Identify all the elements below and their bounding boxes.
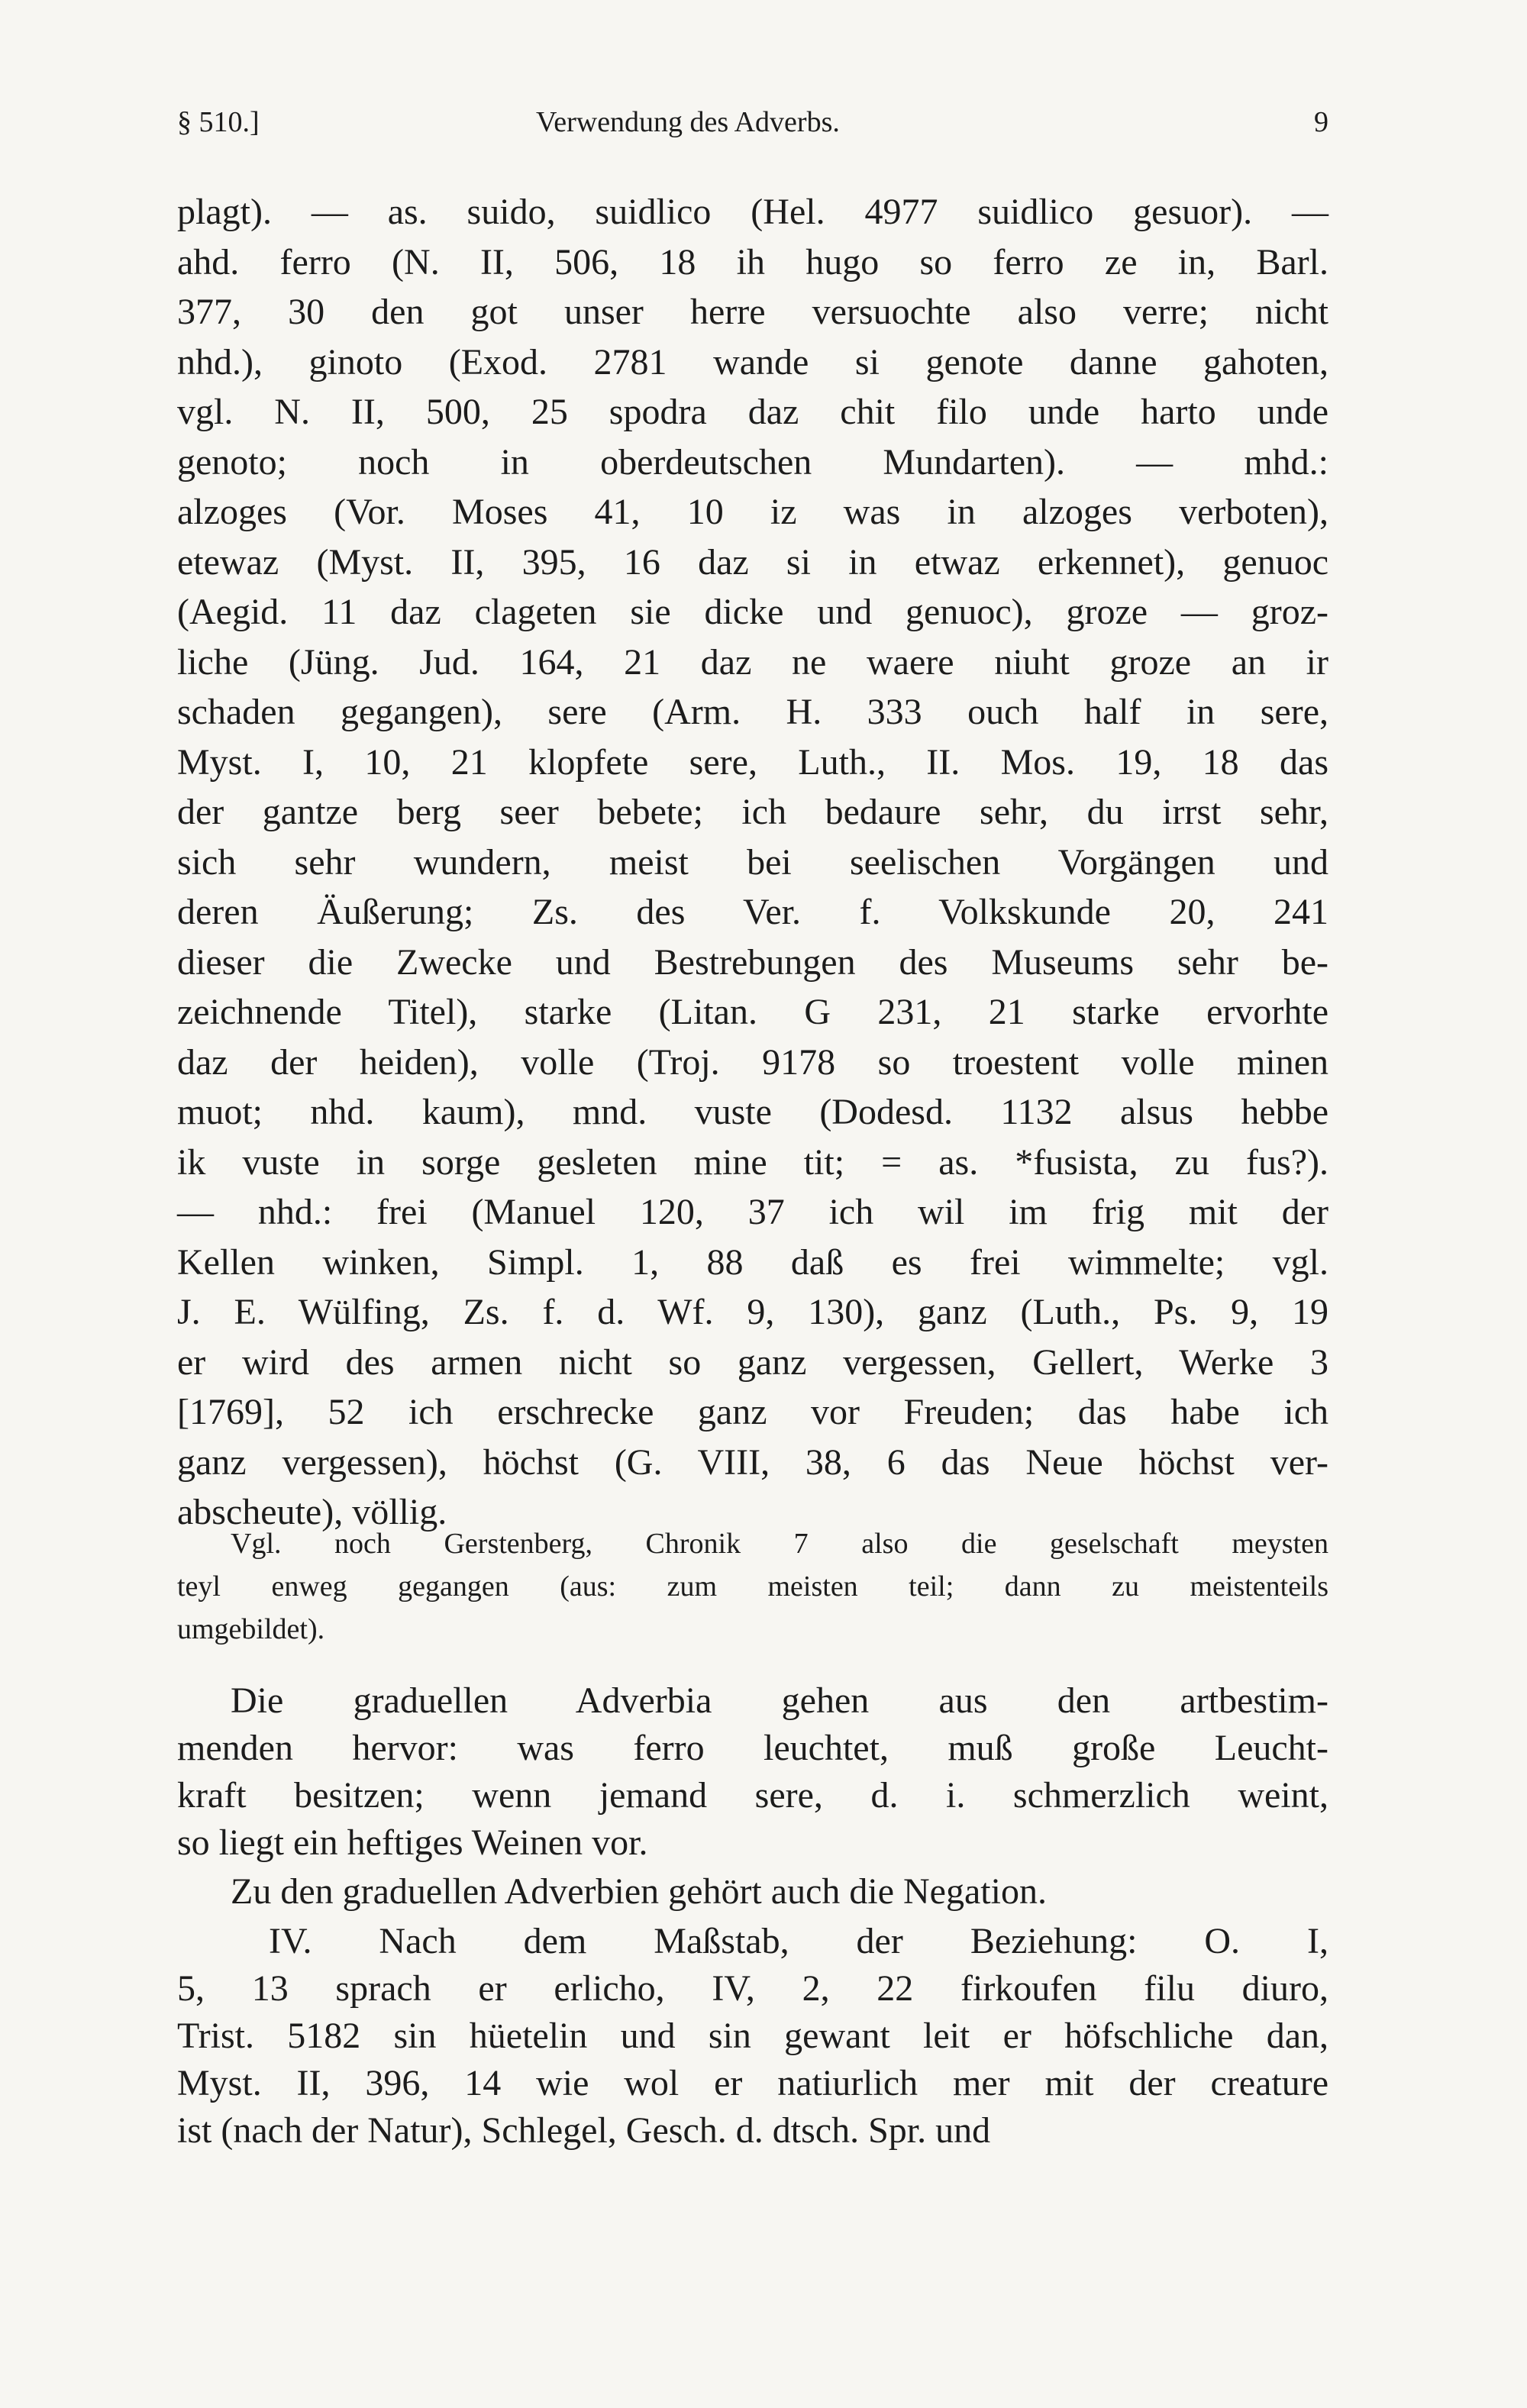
text-line: teyl enweg gegangen (aus: zum meisten teil; dann zu meistenteils: [177, 1570, 1328, 1603]
text-line: plagt). — as. suido, suidlico (Hel. 4977 suidlico gesuor). —: [177, 192, 1328, 232]
text-line: 377, 30 den got unser herre versuochte also verre; nicht: [177, 292, 1328, 332]
text-line: umgebildet).: [177, 1613, 325, 1645]
text-line: Trist. 5182 sin hüetelin und sin gewant leit er höfschliche dan,: [177, 2016, 1328, 2056]
text-line: so liegt ein heftiges Weinen vor.: [177, 1822, 648, 1863]
text-line: er wird des armen nicht so ganz vergessen, Gellert, Werke 3: [177, 1341, 1328, 1383]
text-line: Myst. II, 396, 14 wie wol er natiurlich mer mit der creature: [177, 2063, 1328, 2103]
text-line: — nhd.: frei (Manuel 120, 37 ich wil im frig mit der: [177, 1192, 1328, 1232]
running-header: [177, 105, 1328, 151]
text-line: 5, 13 sprach er erlicho, IV, 2, 22 firkoufen filu diuro,: [177, 1968, 1328, 2009]
text-line: liche (Jüng. Jud. 164, 21 daz ne waere niuht groze an ir: [177, 641, 1328, 683]
text-line: daz der heiden), volle (Troj. 9178 so troestent volle minen: [177, 1041, 1328, 1083]
text-line: J. E. Wülfing, Zs. f. d. Wf. 9, 130), ganz (Luth., Ps. 9, 19: [177, 1292, 1328, 1332]
text-line: IV. Nach dem Maßstab, der Beziehung: O. I,: [269, 1921, 1328, 1961]
text-line: Vgl. noch Gerstenberg, Chronik 7 also die geselschaft meysten: [231, 1528, 1328, 1560]
text-line: Zu den graduellen Adverbien gehört auch die Negation.: [231, 1871, 1047, 1912]
text-line: alzoges (Vor. Moses 41, 10 iz was in alzoges verboten),: [177, 492, 1328, 532]
text-line: muot; nhd. kaum), mnd. vuste (Dodesd. 1132 alsus hebbe: [177, 1092, 1328, 1132]
text-line: menden hervor: was ferro leuchtet, muß große Leucht-: [177, 1728, 1328, 1768]
text-line: vgl. N. II, 500, 25 spodra daz chit filo unde harto unde: [177, 392, 1328, 432]
text-line: genoto; noch in oberdeutschen Mundarten). — mhd.:: [177, 441, 1328, 483]
text-line: Myst. I, 10, 21 klopfete sere, Luth., II. Mos. 19, 18 das: [177, 741, 1328, 783]
text-line: schaden gegangen), sere (Arm. H. 333 ouch half in sere,: [177, 692, 1328, 732]
text-line: ganz vergessen), höchst (G. VIII, 38, 6 das Neue höchst ver-: [177, 1441, 1328, 1483]
page-number: 9: [1314, 106, 1328, 138]
text-line: kraft besitzen; wenn jemand sere, d. i. schmerzlich weint,: [177, 1775, 1328, 1816]
text-line: [1769], 52 ich erschrecke ganz vor Freuden; das habe ich: [177, 1392, 1328, 1432]
text-line: Die graduellen Adverbia gehen aus den artbestim-: [231, 1680, 1328, 1721]
text-line: deren Äußerung; Zs. des Ver. f. Volkskunde 20, 241: [177, 892, 1328, 932]
text-line: sich sehr wundern, meist bei seelischen Vorgängen und: [177, 841, 1328, 883]
section-number: § 510.]: [177, 106, 260, 138]
text-line: Kellen winken, Simpl. 1, 88 daß es frei wimmelte; vgl.: [177, 1241, 1328, 1283]
text-line: nhd.), ginoto (Exod. 2781 wande si genote danne gahoten,: [177, 341, 1328, 383]
text-line: (Aegid. 11 daz clageten sie dicke und genuoc), groze — groz-: [177, 592, 1328, 632]
text-line: dieser die Zwecke und Bestrebungen des Museums sehr be-: [177, 941, 1328, 983]
text-line: etewaz (Myst. II, 395, 16 daz si in etwaz erkennet), genuoc: [177, 541, 1328, 583]
text-line: ahd. ferro (N. II, 506, 18 ih hugo so ferro ze in, Barl.: [177, 241, 1328, 282]
text-line: zeichnende Titel), starke (Litan. G 231, 21 starke ervorhte: [177, 992, 1328, 1032]
text-line: ist (nach der Natur), Schlegel, Gesch. d. dtsch. Spr. und: [177, 2110, 991, 2151]
header-title: Verwendung des Adverbs.: [536, 106, 840, 138]
text-line: ik vuste in sorge gesleten mine tit; = as. *fusista, zu fus?).: [177, 1141, 1328, 1183]
text-line: abscheute), völlig.: [177, 1492, 447, 1532]
text-line: der gantze berg seer bebete; ich bedaure sehr, du irrst sehr,: [177, 792, 1328, 832]
